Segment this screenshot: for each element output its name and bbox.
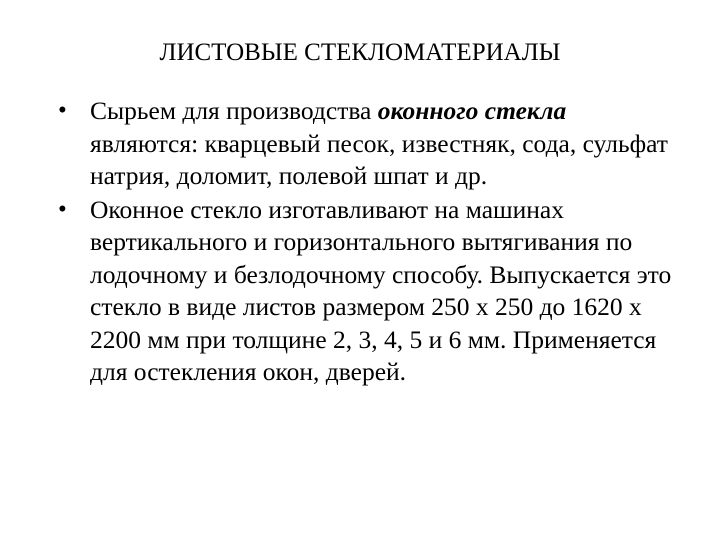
- bullet-text-before: Сырьем для производства: [90, 96, 378, 125]
- bullet-icon: •: [58, 97, 67, 124]
- bullet-list: [56, 95, 676, 390]
- bullet-text: Оконное стекло изготавливают на машинах вертикального и горизонтального вытягивания по лодочному и безлодочному способу. Выпускается это стекло в виде листов размером 250 х 250 до 1620 х 2200 мм при толщине 2, 3, 4, 5 и 6 мм. Применяется для остекления окон, дверей.: [90, 194, 672, 386]
- slide-title: ЛИСТОВЫЕ СТЕКЛОМАТЕРИАЛЫ: [159, 39, 561, 66]
- bullet-text-after: являются: кварцевый песок, известняк, сода, сульфат натрия, доломит, полевой шпат и др.: [90, 128, 668, 190]
- bullet-item-raw-materials: [56, 95, 676, 193]
- bullet-text-emphasis: оконного стекла: [377, 96, 567, 125]
- bullet-icon: •: [58, 195, 67, 223]
- bullet-item-production: [56, 194, 676, 389]
